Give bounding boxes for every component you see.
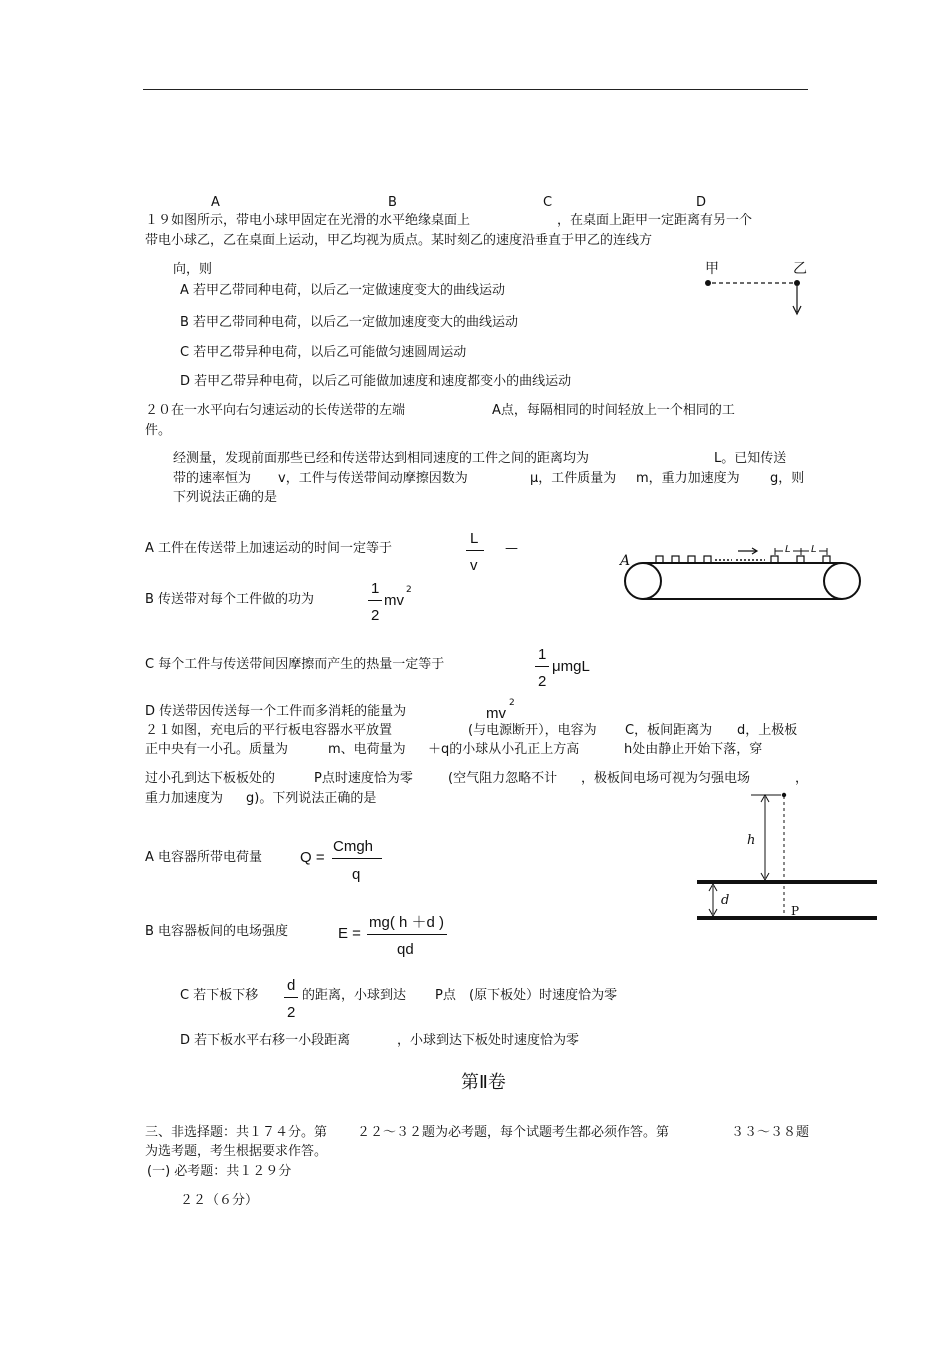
- q21-option-b: B 电容器板间的电场强度: [145, 924, 289, 939]
- part2-line1b: ２２～３２题为必考题，每个试题考生都必须作答。第: [357, 1125, 670, 1140]
- q19-option-a: A 若甲乙带同种电荷，以后乙一定做速度变大的曲线运动: [180, 283, 506, 298]
- q21-b-lhs: E =: [338, 925, 361, 942]
- option-label-a: A: [211, 195, 220, 210]
- q19-line1: １９如图所示，带电小球甲固定在光滑的水平绝缘桌面上: [145, 213, 471, 228]
- workpiece: [688, 556, 695, 563]
- part-two-title: 第Ⅱ卷: [461, 1072, 506, 1093]
- q19-option-d: D 若甲乙带异种电荷，以后乙可能做加速度和速度都变小的曲线运动: [180, 374, 572, 389]
- q20-b-numerator: 1: [371, 580, 380, 597]
- q21-figure-label-d: d: [721, 893, 730, 908]
- q21-c-numerator: d: [287, 977, 296, 994]
- q20-b-fraction-bar: [368, 600, 382, 601]
- q20-b-denominator: 2: [371, 607, 380, 624]
- q21-line1d: d，上极板: [737, 723, 798, 738]
- part2-line2: 为选考题，考生根据要求作答。: [145, 1144, 328, 1159]
- q19-line1b: ，在桌面上距甲一定距离有另一个: [557, 213, 753, 228]
- q21-c-denominator: 2: [287, 1004, 296, 1021]
- q20-line4d: m，重力加速度为: [636, 471, 740, 486]
- q21-c-rest2: P点: [435, 988, 456, 1003]
- q19-figure: [700, 276, 810, 321]
- workpiece: [797, 556, 804, 563]
- q20-option-b: B 传送带对每个工件做的功为: [145, 592, 315, 607]
- q20-line1: ２０在一水平向右匀速运动的长传送带的左端: [145, 403, 406, 418]
- workpiece: [656, 556, 663, 563]
- option-label-c: C: [543, 195, 553, 210]
- q21-line3b: P点时速度恰为零: [314, 771, 413, 786]
- q21-line1b: (与电源断开），电容为: [468, 723, 597, 738]
- q20-line3b: L。已知传送: [714, 451, 787, 466]
- q20-option-c: C 每个工件与传送带间因摩擦而产生的热量一定等于: [145, 657, 445, 672]
- q21-c-rest: 的距离，小球到达: [302, 988, 407, 1003]
- option-label-d: D: [696, 195, 707, 210]
- q21-figure-label-p: P: [791, 904, 800, 918]
- q21-line3e: ，: [795, 771, 809, 786]
- q21-line4b: g)。下列说法正确的是: [246, 791, 377, 806]
- q21-line2c: ＋q的小球从小孔正上方高: [428, 742, 580, 757]
- q20-b-exponent: 2: [406, 585, 412, 595]
- part2-line3: (一) 必考题：共１２９分: [147, 1164, 292, 1179]
- q19-figure-label-jia: 甲: [705, 261, 719, 277]
- q21-d-rest: ，小球到达下板处时速度恰为零: [397, 1033, 580, 1048]
- q20-a-denominator: v: [470, 557, 478, 574]
- workpiece: [672, 556, 679, 563]
- q20-option-d: D 传送带因传送每一个工件而多消耗的能量为: [145, 704, 407, 719]
- conveyor-belt-figure: [620, 545, 870, 600]
- q20-b-expression: mv: [384, 592, 404, 609]
- q21-b-fraction-bar: [367, 934, 447, 935]
- q20-a-dash: —: [505, 541, 518, 556]
- q21-line3d: ，极板间电场可视为匀强电场: [581, 771, 751, 786]
- q21-a-lhs: Q =: [300, 849, 325, 866]
- left-roller: [625, 563, 661, 599]
- ball: [782, 793, 786, 797]
- q20-line4b: v，工件与传送带间动摩擦因数为: [278, 471, 468, 486]
- q21-c-fraction-bar: [284, 997, 298, 998]
- q20-c-denominator: 2: [538, 673, 547, 690]
- q20-a-numerator: L: [470, 530, 479, 547]
- q20-d-exponent: 2: [509, 698, 515, 708]
- part2-line4: ２２（６分）: [180, 1193, 259, 1208]
- q21-option-c: C 若下板下移: [180, 988, 259, 1003]
- q19-figure-label-yi: 乙: [793, 261, 807, 277]
- q21-a-fraction-bar: [332, 858, 382, 859]
- q20-line4: 带的速率恒为: [173, 471, 252, 486]
- q21-a-numerator: Cmgh: [333, 838, 374, 855]
- ball-jia: [705, 280, 711, 286]
- ball-yi: [794, 280, 800, 286]
- q21-b-denominator: qd: [397, 941, 414, 958]
- workpiece: [823, 556, 830, 563]
- q19-line2: 带电小球乙，乙在桌面上运动，甲乙均视为质点。某时刻乙的速度沿垂直于甲乙的连线方: [145, 233, 653, 248]
- q20-c-fraction-bar: [535, 666, 549, 667]
- q19-line3: 向，则: [173, 262, 213, 277]
- q20-figure-label-l2: L: [811, 544, 817, 555]
- q19-option-c: C 若甲乙带异种电荷，以后乙可能做匀速圆周运动: [180, 345, 467, 360]
- header-rule: [143, 89, 808, 90]
- workpiece: [771, 556, 778, 563]
- q21-line2b: m、电荷量为: [328, 742, 406, 757]
- q21-c-rest3: (原下板处）时速度恰为零: [469, 988, 618, 1003]
- q21-figure-label-h: h: [747, 833, 756, 848]
- q20-c-expression: μmgL: [552, 658, 590, 675]
- part2-line1c: ３３～３８题: [731, 1125, 810, 1140]
- q20-line1b: A点，每隔相同的时间轻放上一个相同的工: [492, 403, 735, 418]
- capacitor-figure: [695, 790, 880, 925]
- q21-b-numerator: mg( h ＋d ): [369, 914, 445, 931]
- q20-d-expression: mv: [486, 705, 506, 722]
- q21-a-denominator: q: [352, 866, 361, 883]
- q20-line3: 经测量，发现前面那些已经和传送带达到相同速度的工件之间的距离均为: [173, 451, 590, 466]
- q20-figure-label-l1: L: [785, 544, 791, 555]
- q20-line2: 件。: [145, 423, 172, 438]
- q21-line1c: C，板间距离为: [625, 723, 713, 738]
- q21-line2d: h处由静止开始下落，穿: [624, 742, 763, 757]
- q21-line3c: (空气阻力忽略不计: [448, 771, 558, 786]
- q19-option-b: B 若甲乙带同种电荷，以后乙一定做加速度变大的曲线运动: [180, 315, 519, 330]
- option-label-b: B: [388, 195, 397, 210]
- q21-option-d: D 若下板水平右移一小段距离: [180, 1033, 351, 1048]
- q21-line4: 重力加速度为: [145, 791, 224, 806]
- q20-line4c: μ，工件质量为: [530, 471, 617, 486]
- q20-line4e: g，则: [770, 471, 805, 486]
- q21-option-a: A 电容器所带电荷量: [145, 850, 263, 865]
- q21-line3: 过小孔到达下板板处的: [145, 771, 276, 786]
- q20-figure-label-a: A: [620, 553, 631, 569]
- q20-line5: 下列说法正确的是: [173, 490, 278, 505]
- right-roller: [824, 563, 860, 599]
- q21-line2: 正中央有一小孔。质量为: [145, 742, 289, 757]
- q20-c-numerator: 1: [538, 646, 547, 663]
- part2-line1: 三、非选择题：共１７４分。第: [145, 1125, 328, 1140]
- q21-line1: ２１如图，充电后的平行板电容器水平放置: [145, 723, 393, 738]
- q20-option-a: A 工件在传送带上加速运动的时间一定等于: [145, 541, 393, 556]
- workpiece: [704, 556, 711, 563]
- q20-a-fraction-bar: [466, 550, 484, 551]
